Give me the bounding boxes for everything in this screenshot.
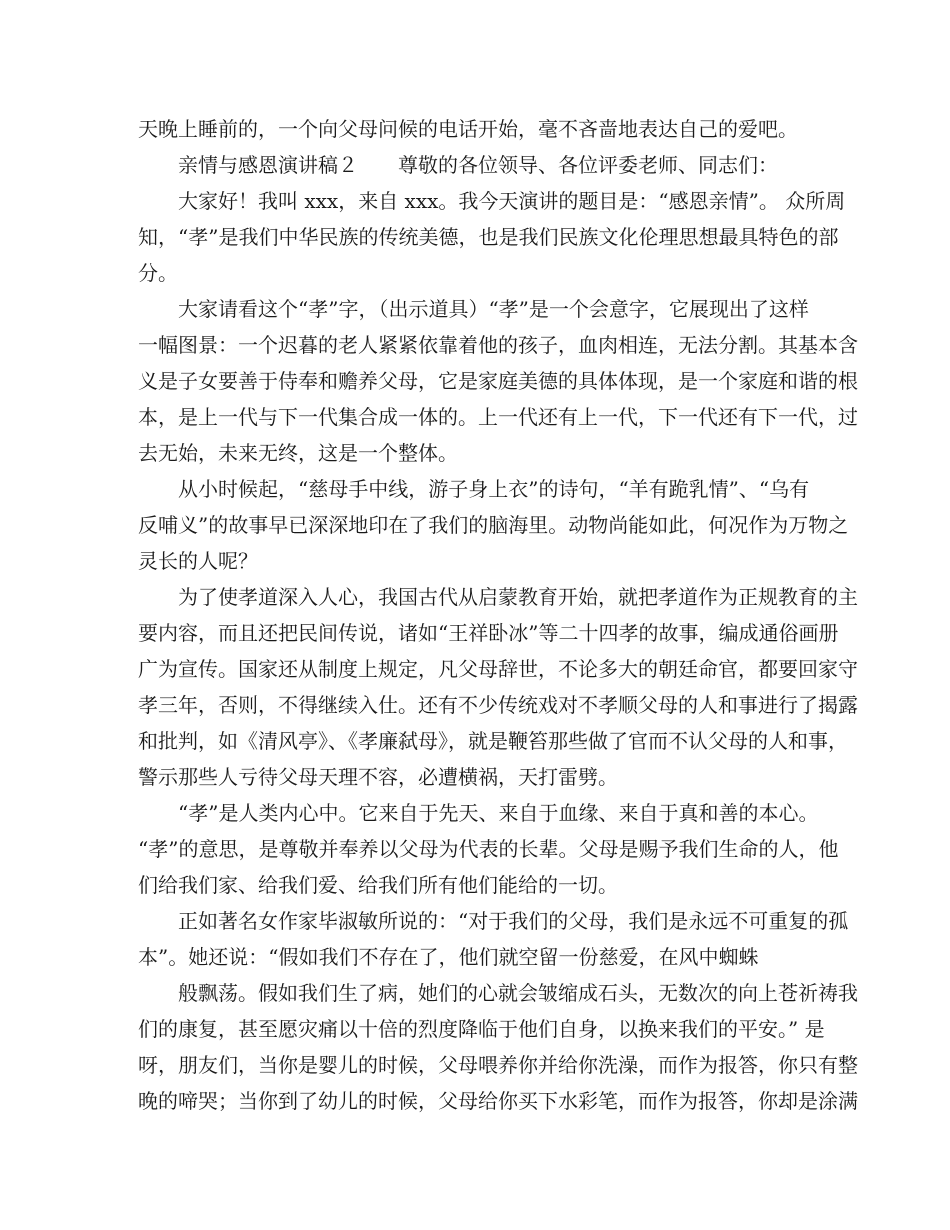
text-line: 和批判，如《清风亭》、《孝廉弑母》，就是鞭笞那些做了官而不认父母的人和事， bbox=[138, 729, 848, 753]
text-line: 反哺义”的故事早已深深地印在了我们的脑海里。动物尚能如此，何况作为万物之 bbox=[138, 513, 849, 537]
text-line: 般飘荡。假如我们生了病，她们的心就会皱缩成石头，无数次的向上苍祈祷我 bbox=[178, 981, 858, 1005]
text-line: 正如著名女作家毕淑敏所说的：“对于我们的父母，我们是永远不可重复的孤 bbox=[178, 909, 849, 933]
text-line: 们的康复，甚至愿灾痛以十倍的烈度降临于他们自身，以换来我们的平安。” 是 bbox=[138, 1017, 825, 1041]
text-line: 灵长的人呢？ bbox=[138, 549, 258, 573]
text-line: 分。 bbox=[138, 261, 178, 285]
text-line: 呀，朋友们，当你是婴儿的时候，父母喂养你并给你洗澡，而作为报答，你只有整 bbox=[138, 1053, 858, 1077]
text-line: 广为宣传。国家还从制度上规定，凡父母辞世，不论多大的朝廷命官，都要回家守 bbox=[138, 657, 858, 681]
text-line: 本”。她还说：“假如我们不存在了，他们就空留一份慈爱，在风中蜘蛛 bbox=[138, 945, 759, 969]
text-line: 天晚上睡前的，一个向父母问候的电话开始，毫不吝啬地表达自己的爱吧。 bbox=[138, 117, 798, 141]
text-line: 警示那些人亏待父母天理不容，必遭横祸，天打雷劈。 bbox=[138, 765, 618, 789]
text-line: 知，“孝”是我们中华民族的传统美德，也是我们民族文化伦理思想最具特色的部 bbox=[138, 225, 839, 249]
text-line: 大家好！我叫 xxx，来自 xxx。我今天演讲的题目是：“感恩亲情”。 众所周 bbox=[178, 189, 846, 213]
text-line: 去无始，未来无终，这是一个整体。 bbox=[138, 441, 458, 465]
text-line: 大家请看这个“孝”字，（出示道具）“孝”是一个会意字，它展现出了这样 bbox=[178, 297, 809, 321]
text-line: 本，是上一代与下一代集合成一体的。上一代还有上一代，下一代还有下一代，过 bbox=[138, 405, 858, 429]
text-line: 一幅图景：一个迟暮的老人紧紧依靠着他的孩子，血肉相连，无法分割。其基本含 bbox=[138, 333, 858, 357]
text-line: 义是子女要善于侍奉和赡养父母，它是家庭美德的具体体现，是一个家庭和谐的根 bbox=[138, 369, 858, 393]
text-line: 孝三年，否则，不得继续入仕。还有不少传统戏对不孝顺父母的人和事进行了揭露 bbox=[138, 693, 858, 717]
text-line: 要内容，而且还把民间传说，诸如“王祥卧冰”等二十四孝的故事，编成通俗画册 bbox=[138, 621, 839, 645]
text-line: 亲情与感恩演讲稿２ 尊敬的各位领导、各位评委老师、同志们： bbox=[178, 153, 778, 177]
text-line: “孝”的意思，是尊敬并奉养以父母为代表的长辈。父母是赐予我们生命的人，他 bbox=[138, 837, 839, 861]
text-line: 从小时候起，“慈母手中线，游子身上衣”的诗句，“羊有跪乳情”、“乌有 bbox=[178, 477, 810, 501]
text-line: 为了使孝道深入人心，我国古代从启蒙教育开始，就把孝道作为正规教育的主 bbox=[178, 585, 858, 609]
text-line: 晚的啼哭；当你到了幼儿的时候，父母给你买下水彩笔，而作为报答，你却是涂满 bbox=[138, 1089, 858, 1113]
text-line: 们给我们家、给我们爱、给我们所有他们能给的一切。 bbox=[138, 873, 618, 897]
text-line: “孝”是人类内心中。它来自于先天、来自于血缘、来自于真和善的本心。 bbox=[178, 801, 819, 825]
